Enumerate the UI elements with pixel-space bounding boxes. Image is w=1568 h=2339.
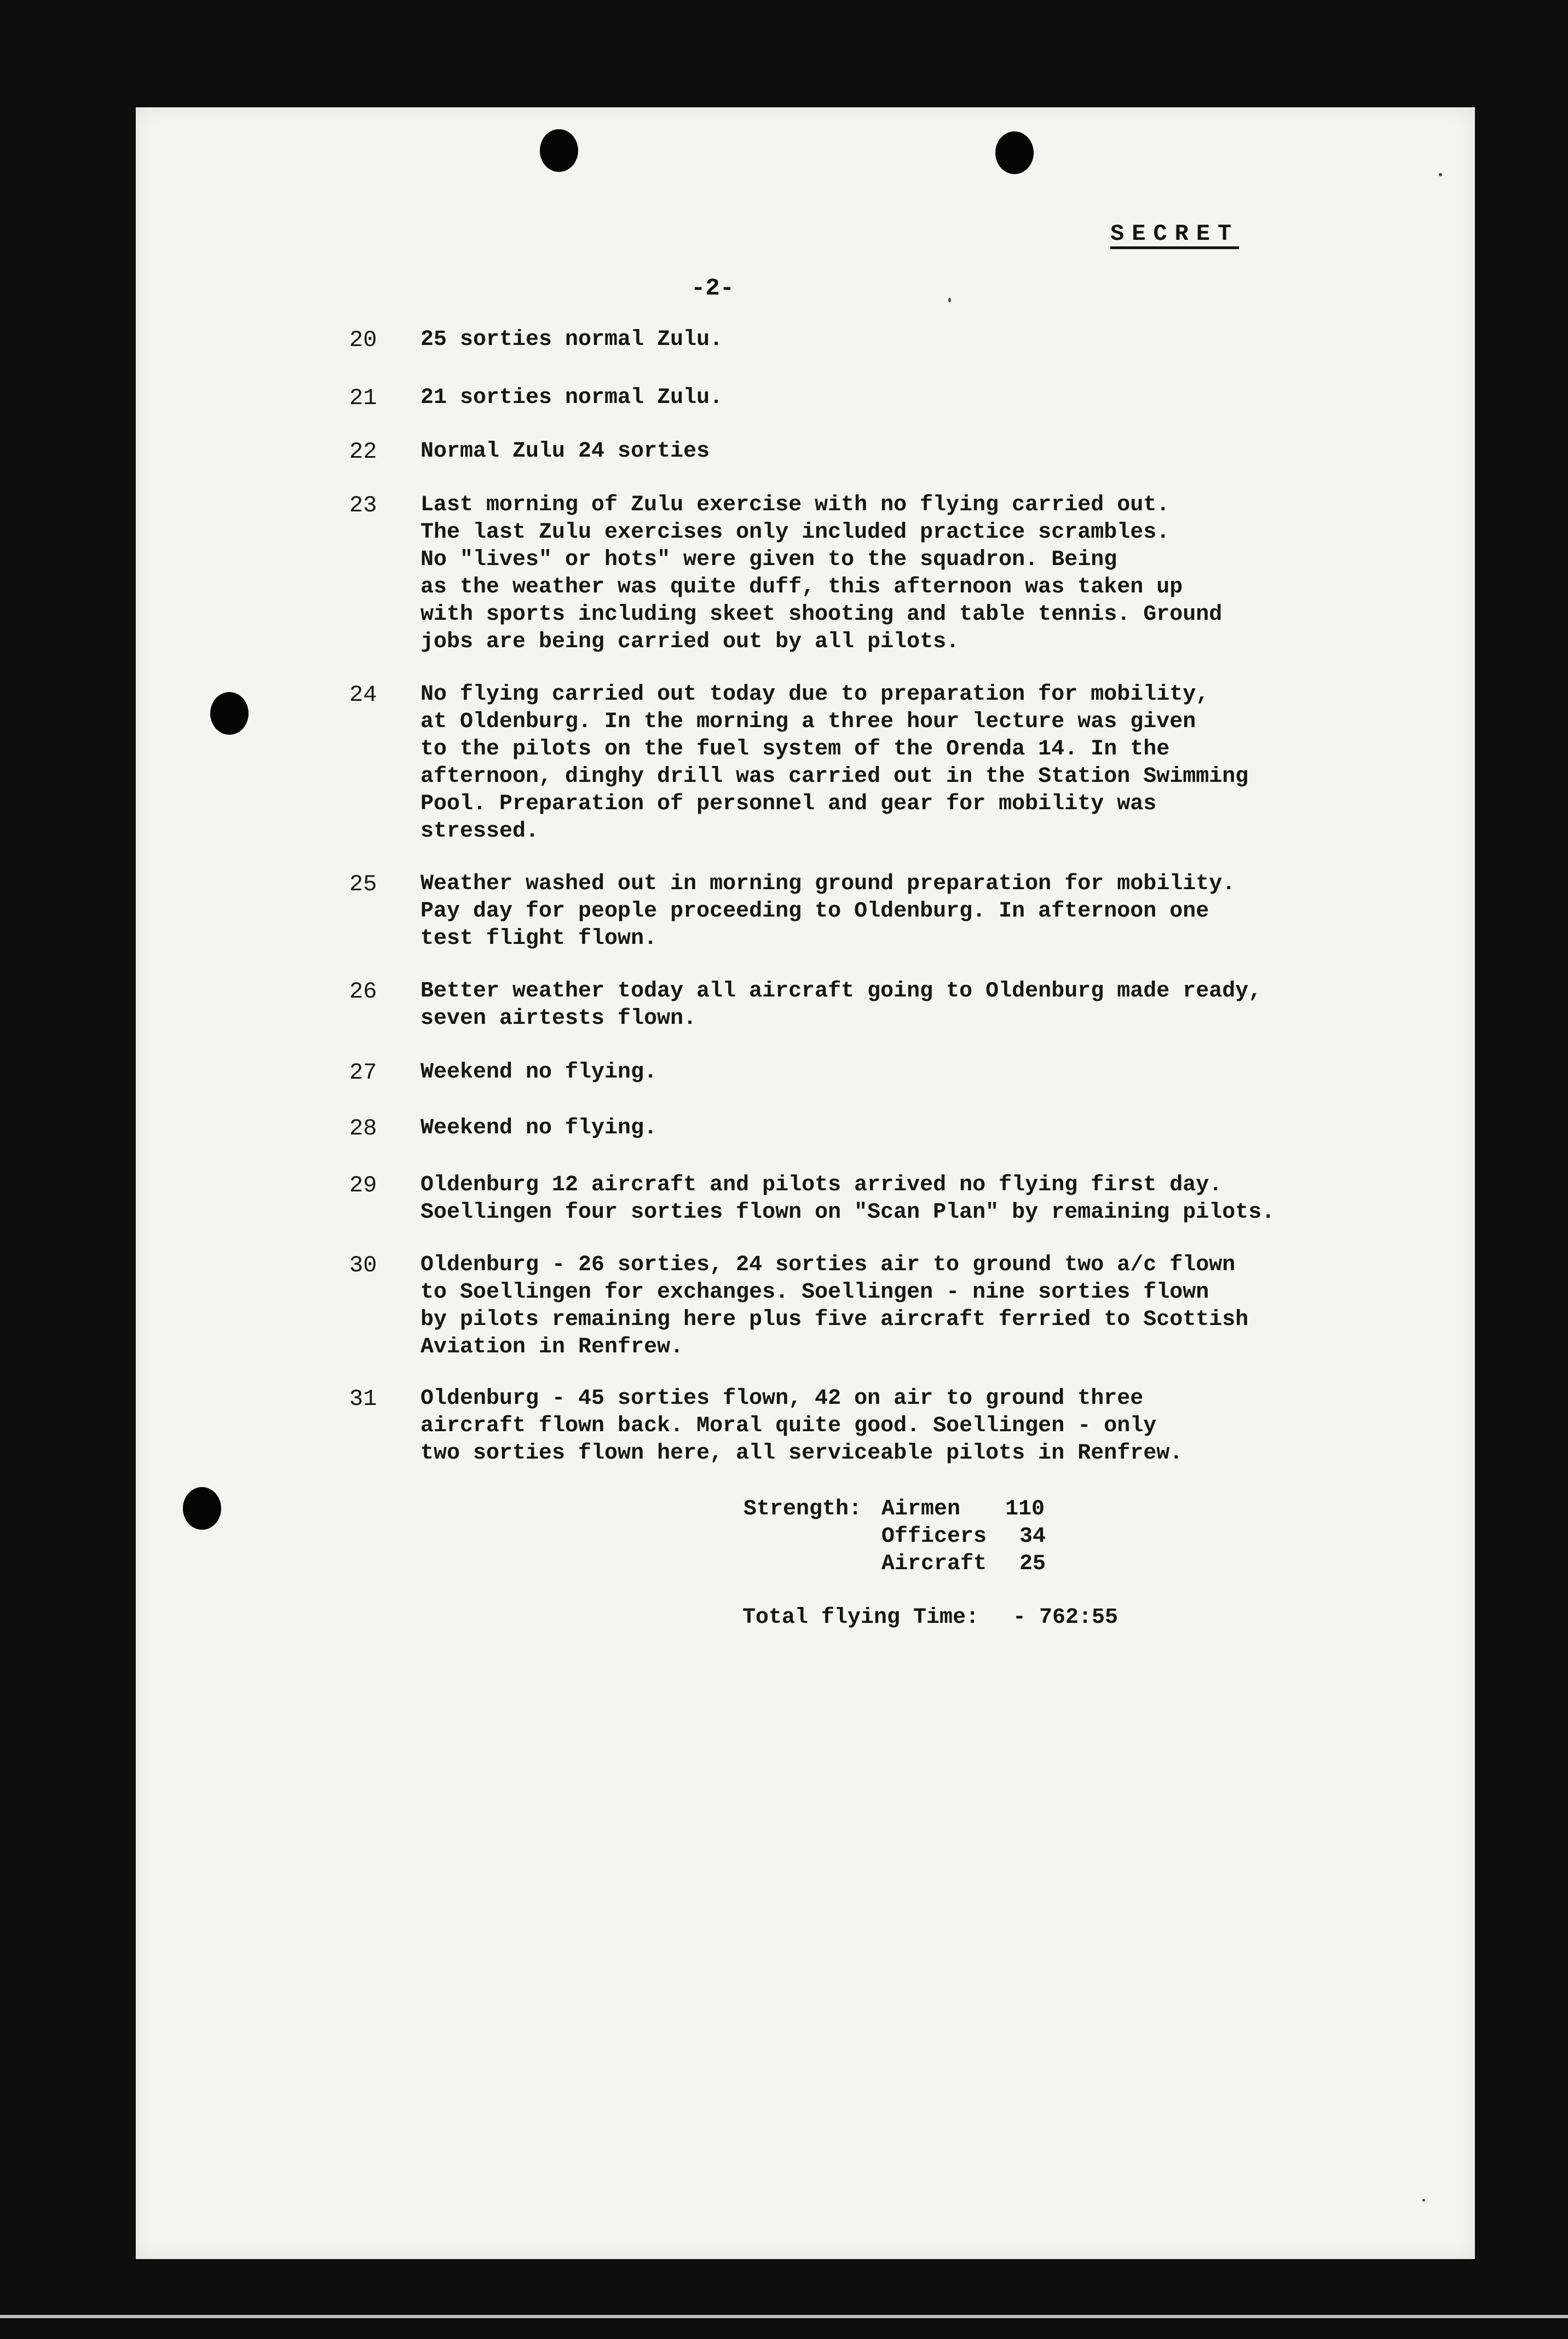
strength-label: Strength: bbox=[743, 1497, 862, 1522]
entry-day: 30 bbox=[349, 1252, 377, 1278]
scan-border bbox=[0, 2315, 1568, 2318]
entry-day: 25 bbox=[349, 871, 377, 897]
entry-line: with sports including skeet shooting and table tennis. Ground bbox=[420, 602, 1223, 627]
entry-line: Last morning of Zulu exercise with no flying carried out. bbox=[420, 493, 1170, 517]
entry-line: Normal Zulu 24 sorties bbox=[420, 439, 710, 464]
entry-line: by pilots remaining here plus five aircraft ferried to Scottish bbox=[420, 1307, 1249, 1332]
scan-speck bbox=[1439, 173, 1442, 176]
entry-line: The last Zulu exercises only included practice scrambles. bbox=[420, 520, 1170, 545]
entry-day: 29 bbox=[349, 1172, 377, 1199]
entry-line: Oldenburg - 26 sorties, 24 sorties air to ground two a/c flown bbox=[420, 1253, 1236, 1277]
punch-hole-lower bbox=[183, 1487, 221, 1530]
entry-text bbox=[420, 1172, 1318, 1226]
entry-line: jobs are being carried out by all pilots. bbox=[420, 630, 960, 654]
scan-speck bbox=[1422, 2199, 1425, 2202]
entry-day: 20 bbox=[349, 327, 377, 353]
punch-hole-top-left bbox=[540, 129, 578, 172]
entry-line: Better weather today all aircraft going to Oldenburg made ready, bbox=[420, 979, 1262, 1004]
scan-speck bbox=[948, 298, 951, 302]
total-flying-time-value: - 762:55 bbox=[1013, 1605, 1119, 1630]
punch-hole-top-right bbox=[995, 131, 1034, 174]
entry-line: No flying carried out today due to preparation for mobility, bbox=[420, 682, 1209, 707]
entry-day: 28 bbox=[349, 1115, 377, 1142]
entry-text bbox=[420, 681, 1318, 845]
strength-item-name: Airmen bbox=[881, 1497, 961, 1522]
strength-item-name: Aircraft bbox=[881, 1552, 987, 1576]
entry-text bbox=[420, 871, 1318, 953]
entry-line: Pool. Preparation of personnel and gear for mobility was bbox=[420, 792, 1157, 816]
entry-text bbox=[420, 978, 1318, 1033]
entry-day: 23 bbox=[349, 492, 377, 519]
entry-day: 31 bbox=[349, 1386, 377, 1412]
classification-marking: SECRET bbox=[1110, 222, 1239, 249]
entry-line: at Oldenburg. In the morning a three hour lecture was given bbox=[420, 710, 1196, 734]
entry-line: Pay day for people proceeding to Oldenburg. In afternoon one bbox=[420, 899, 1209, 924]
entry-line: aircraft flown back. Moral quite good. Soellingen - only bbox=[420, 1414, 1157, 1438]
entry-line: Weekend no flying. bbox=[420, 1060, 658, 1085]
entry-text bbox=[420, 492, 1318, 656]
entry-line: Weekend no flying. bbox=[420, 1116, 658, 1140]
entry-line: to the pilots on the fuel system of the Orenda 14. In the bbox=[420, 737, 1170, 762]
entry-line: to Soellingen for exchanges. Soellingen - nine sorties flown bbox=[420, 1280, 1209, 1305]
entry-text bbox=[420, 1115, 1318, 1142]
entry-line: afternoon, dinghy drill was carried out in the Station Swimming bbox=[420, 764, 1249, 789]
strength-item-name: Officers bbox=[881, 1524, 987, 1549]
entry-line: 25 sorties normal Zulu. bbox=[420, 327, 723, 352]
entry-line: test flight flown. bbox=[420, 926, 658, 951]
strength-item-value: 25 bbox=[1019, 1552, 1046, 1576]
entry-line: Aviation in Renfrew. bbox=[420, 1335, 684, 1359]
total-flying-time-label: Total flying Time: bbox=[742, 1605, 979, 1630]
entry-text bbox=[420, 1252, 1318, 1361]
strength-item-value: 34 bbox=[1019, 1524, 1046, 1549]
entry-text bbox=[420, 326, 1318, 354]
page-number: -2- bbox=[691, 275, 735, 302]
entry-line: seven airtests flown. bbox=[420, 1006, 697, 1031]
entry-line: stressed. bbox=[420, 819, 539, 844]
entry-line: as the weather was quite duff, this afternoon was taken up bbox=[420, 575, 1183, 600]
entry-line: Oldenburg 12 aircraft and pilots arrived no flying first day. bbox=[420, 1173, 1223, 1197]
entry-line: Oldenburg - 45 sorties flown, 42 on air to ground three bbox=[420, 1386, 1144, 1411]
entry-line: Soellingen four sorties flown on "Scan Plan" by remaining pilots. bbox=[420, 1200, 1275, 1225]
punch-hole-middle bbox=[210, 692, 249, 735]
entry-line: two sorties flown here, all serviceable pilots in Renfrew. bbox=[420, 1441, 1183, 1466]
strength-item-value: 110 bbox=[1005, 1497, 1045, 1522]
entry-line: No "lives" or hots" were given to the squadron. Being bbox=[420, 548, 1117, 572]
entry-day: 24 bbox=[349, 682, 377, 708]
entry-text bbox=[420, 1059, 1318, 1086]
entry-day: 26 bbox=[349, 978, 377, 1005]
entry-day: 22 bbox=[349, 439, 377, 465]
entry-line: Weather washed out in morning ground preparation for mobility. bbox=[420, 872, 1236, 896]
entry-text bbox=[420, 1385, 1318, 1467]
entry-line: 21 sorties normal Zulu. bbox=[420, 385, 723, 410]
entry-day: 27 bbox=[349, 1059, 377, 1086]
entry-text bbox=[420, 438, 1318, 465]
entry-text bbox=[420, 384, 1318, 412]
entry-day: 21 bbox=[349, 385, 377, 411]
